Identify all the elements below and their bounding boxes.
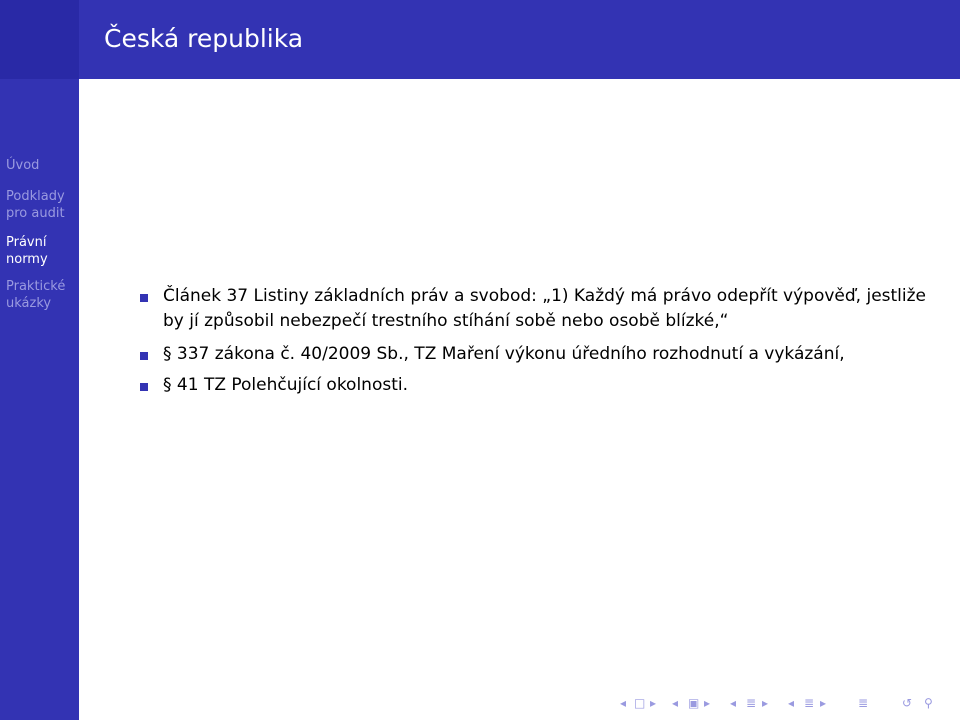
frame-header (0, 0, 960, 79)
slide-icon[interactable]: □ (634, 696, 646, 710)
previous-section-icon[interactable]: ◂ (788, 696, 795, 710)
list-item-text: § 41 TZ Polehčující okolnosti. (163, 375, 409, 395)
previous-subsection-icon[interactable]: ◂ (730, 696, 737, 710)
list-item (140, 284, 940, 334)
search-icon[interactable]: ⚲ (924, 696, 933, 710)
sidebar-navigation (0, 79, 79, 720)
previous-frame-icon[interactable]: ◂ (672, 696, 679, 710)
next-section-icon[interactable]: ▸ (820, 696, 827, 710)
bullet-square-icon (140, 383, 148, 391)
first-slide-icon[interactable]: ◂ (620, 696, 627, 710)
slide-content (140, 284, 940, 398)
header-corner (0, 0, 79, 79)
frame-title: Česká republika (104, 24, 304, 53)
list-item (140, 373, 940, 398)
next-frame-icon[interactable]: ▸ (704, 696, 711, 710)
sidebar-item-uvod[interactable] (6, 157, 78, 174)
list-item (140, 342, 940, 367)
sidebar-item-podklady[interactable] (6, 188, 78, 222)
bullet-square-icon (140, 352, 148, 360)
next-slide-icon[interactable]: ▸ (650, 696, 657, 710)
subsection-icon[interactable]: ≣ (746, 696, 757, 710)
sidebar-item-label: Úvod (6, 158, 40, 173)
sidebar-item-label: ukázky (6, 296, 52, 311)
next-subsection-icon[interactable]: ▸ (762, 696, 769, 710)
sidebar-item-label: Právní (6, 235, 47, 250)
frame-icon[interactable]: ▣ (688, 696, 700, 710)
list-item-text: Článek 37 Listiny základních práv a svobod: „1) Každý má právo odepřít výpověď, jestliže by jí způsobil nebezpečí trestního stíhání sobě nebo osobě blízké,“ (163, 286, 926, 331)
bullet-square-icon (140, 294, 148, 302)
section-icon[interactable]: ≣ (804, 696, 815, 710)
sidebar-item-label: pro audit (6, 206, 65, 221)
list-item-text: § 337 zákona č. 40/2009 Sb., TZ Maření výkonu úředního rozhodnutí a vykázání, (163, 344, 845, 364)
back-icon[interactable]: ↺ (902, 696, 913, 710)
sidebar-item-pravni-normy[interactable] (6, 234, 78, 268)
beamer-navigation-bar (620, 696, 950, 712)
document-icon[interactable]: ≣ (858, 696, 869, 710)
sidebar-item-label: Praktické (6, 279, 66, 294)
sidebar-item-label: normy (6, 252, 48, 267)
sidebar-item-prakticke-ukazky[interactable] (6, 278, 78, 312)
sidebar-item-label: Podklady (6, 189, 65, 204)
